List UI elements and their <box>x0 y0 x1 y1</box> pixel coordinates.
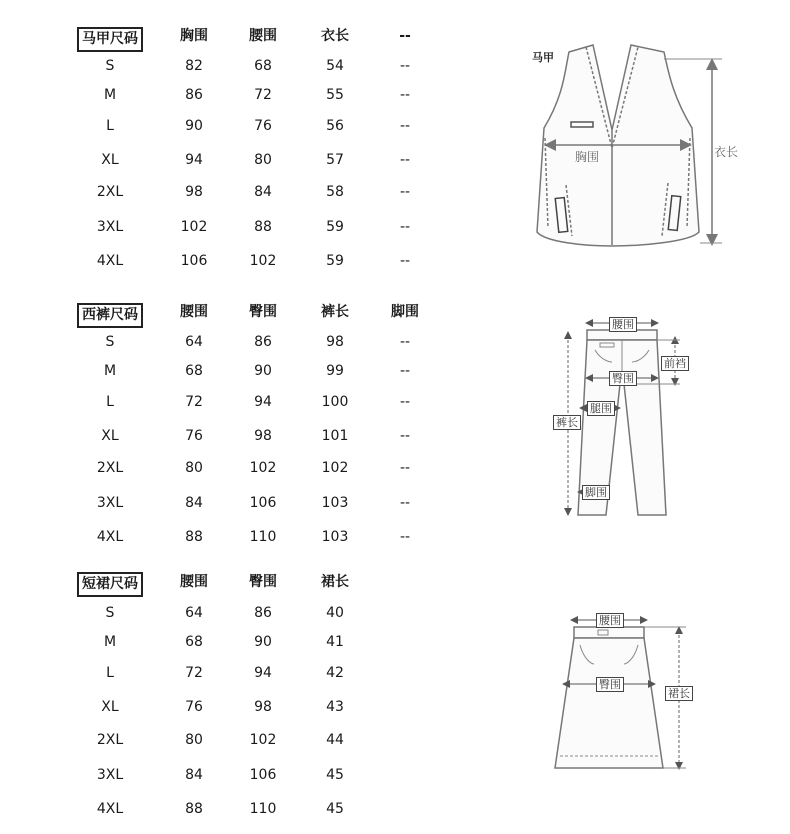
skirt-table-cell: 90 <box>254 634 272 650</box>
vest-table-cell: 59 <box>326 253 344 269</box>
skirt-table-cell: 98 <box>254 699 272 715</box>
vest-header-cell: -- <box>399 28 411 44</box>
pants-table-cell: XL <box>101 428 119 444</box>
skirt-outline <box>555 627 663 768</box>
vest-table-cell: S <box>105 58 115 74</box>
pants-table-cell: 76 <box>185 428 203 444</box>
skirt-table-cell: 43 <box>326 699 344 715</box>
skirt-table-cell: 3XL <box>96 767 124 783</box>
skirt-table-cell: 72 <box>185 665 203 681</box>
vest-table-cell: 58 <box>326 184 344 200</box>
vest-table-cell: 2XL <box>96 184 124 200</box>
pants-table-cell: 102 <box>249 460 277 476</box>
vest-table-cell: XL <box>101 152 119 168</box>
skirt-table-cell: 64 <box>185 605 203 621</box>
skirt-header-cell: 腰围 <box>180 574 208 590</box>
skirt-table-cell: S <box>105 605 115 621</box>
pants-header-cell: 裤长 <box>321 304 349 320</box>
pants-table-cell: -- <box>399 394 411 410</box>
vest-table-cell: 86 <box>185 87 203 103</box>
vest-chest-label: 胸围 <box>575 150 600 164</box>
vest-table-cell: L <box>106 118 114 134</box>
vest-table-cell: 102 <box>249 253 277 269</box>
pants-table-cell: L <box>106 394 114 410</box>
pants-table-cell: 84 <box>185 495 203 511</box>
vest-table-cell: M <box>103 87 117 103</box>
skirt-table-cell: 42 <box>326 665 344 681</box>
vest-table-cell: 80 <box>254 152 272 168</box>
pants-table-cell: 100 <box>321 394 349 410</box>
vest-table-cell: -- <box>399 219 411 235</box>
skirt-length-label: 裙长 <box>665 686 693 701</box>
vest-table-cell: -- <box>399 87 411 103</box>
vest-table-cell: 3XL <box>96 219 124 235</box>
pants-table-cell: 94 <box>254 394 272 410</box>
pants-table-cell: 98 <box>326 334 344 350</box>
vest-table-cell: -- <box>399 58 411 74</box>
pants-waist-label: 腰围 <box>609 317 637 332</box>
skirt-header-cell: 臀围 <box>249 574 277 590</box>
vest-table-cell: 90 <box>185 118 203 134</box>
skirt-table-cell: 44 <box>326 732 344 748</box>
pants-table-cell: -- <box>399 334 411 350</box>
pants-table-cell: M <box>103 363 117 379</box>
skirt-table-cell: M <box>103 634 117 650</box>
skirt-table-title: 短裙尺码 <box>77 572 143 597</box>
vest-table-cell: 98 <box>185 184 203 200</box>
vest-table-cell: 72 <box>254 87 272 103</box>
skirt-table-cell: 4XL <box>96 801 124 817</box>
pants-table-cell: -- <box>399 460 411 476</box>
pants-table-cell: -- <box>399 529 411 545</box>
pants-front-rise-label: 前裆 <box>661 356 689 371</box>
pants-length-label: 裤长 <box>553 415 581 430</box>
pants-table-cell: 4XL <box>96 529 124 545</box>
skirt-table-cell: 41 <box>326 634 344 650</box>
vest-table-cell: -- <box>399 152 411 168</box>
pants-thigh-label: 腿围 <box>587 401 615 416</box>
skirt-table-cell: 80 <box>185 732 203 748</box>
pants-table-cell: -- <box>399 495 411 511</box>
skirt-table-cell: L <box>106 665 114 681</box>
pants-table-title: 西裤尺码 <box>77 303 143 328</box>
vest-table-cell: 76 <box>254 118 272 134</box>
pants-header-cell: 脚围 <box>391 304 419 320</box>
vest-table-cell: 106 <box>180 253 208 269</box>
vest-table-cell: -- <box>399 118 411 134</box>
skirt-table-cell: XL <box>101 699 119 715</box>
skirt-table-cell: 40 <box>326 605 344 621</box>
pants-hip-label: 臀围 <box>609 371 637 386</box>
vest-table-cell: 84 <box>254 184 272 200</box>
vest-table-cell: 88 <box>254 219 272 235</box>
skirt-table-cell: 2XL <box>96 732 124 748</box>
pants-table-cell: 64 <box>185 334 203 350</box>
vest-table-cell: -- <box>399 253 411 269</box>
pants-table-cell: 3XL <box>96 495 124 511</box>
vest-table-cell: -- <box>399 184 411 200</box>
skirt-hip-label: 臀围 <box>596 677 624 692</box>
vest-header-cell: 衣长 <box>321 28 349 44</box>
vest-table-cell: 54 <box>326 58 344 74</box>
pants-table-cell: 2XL <box>96 460 124 476</box>
skirt-table-cell: 84 <box>185 767 203 783</box>
pants-table-cell: 88 <box>185 529 203 545</box>
skirt-table-cell: 102 <box>249 732 277 748</box>
skirt-table-cell: 110 <box>249 801 277 817</box>
vest-table-title: 马甲尺码 <box>77 27 143 52</box>
skirt-table-cell: 68 <box>185 634 203 650</box>
skirt-header-cell: 裙长 <box>321 574 349 590</box>
vest-table-cell: 102 <box>180 219 208 235</box>
pants-table-cell: -- <box>399 363 411 379</box>
skirt-table-cell: 94 <box>254 665 272 681</box>
skirt-table-cell: 88 <box>185 801 203 817</box>
pants-hem-label: 脚围 <box>582 485 610 500</box>
vest-table-cell: 56 <box>326 118 344 134</box>
pants-header-cell: 腰围 <box>180 304 208 320</box>
vest-table-cell: 4XL <box>96 253 124 269</box>
pants-table-cell: S <box>105 334 115 350</box>
pants-table-cell: 102 <box>321 460 349 476</box>
skirt-table-cell: 76 <box>185 699 203 715</box>
pants-table-cell: 72 <box>185 394 203 410</box>
pants-table-cell: 98 <box>254 428 272 444</box>
pants-table-cell: 68 <box>185 363 203 379</box>
vest-table-cell: 57 <box>326 152 344 168</box>
vest-header-cell: 胸围 <box>180 28 208 44</box>
pants-table-cell: 90 <box>254 363 272 379</box>
pants-table-cell: 86 <box>254 334 272 350</box>
vest-name-label: 马甲 <box>532 51 554 64</box>
pants-table-cell: 99 <box>326 363 344 379</box>
vest-table-cell: 59 <box>326 219 344 235</box>
skirt-table-cell: 45 <box>326 767 344 783</box>
vest-table-cell: 94 <box>185 152 203 168</box>
vest-length-label: 衣长 <box>714 145 739 159</box>
vest-header-cell: 腰围 <box>249 28 277 44</box>
skirt-table-cell: 106 <box>249 767 277 783</box>
pants-header-cell: 臀围 <box>249 304 277 320</box>
pants-table-cell: 106 <box>249 495 277 511</box>
vest-table-cell: 82 <box>185 58 203 74</box>
skirt-table-cell: 86 <box>254 605 272 621</box>
vest-table-cell: 68 <box>254 58 272 74</box>
skirt-waist-label: 腰围 <box>596 613 624 628</box>
pants-table-cell: 103 <box>321 495 349 511</box>
vest-table-cell: 55 <box>326 87 344 103</box>
skirt-table-cell: 45 <box>326 801 344 817</box>
pants-table-cell: -- <box>399 428 411 444</box>
pants-table-cell: 110 <box>249 529 277 545</box>
pants-table-cell: 80 <box>185 460 203 476</box>
pants-table-cell: 101 <box>321 428 349 444</box>
pants-table-cell: 103 <box>321 529 349 545</box>
